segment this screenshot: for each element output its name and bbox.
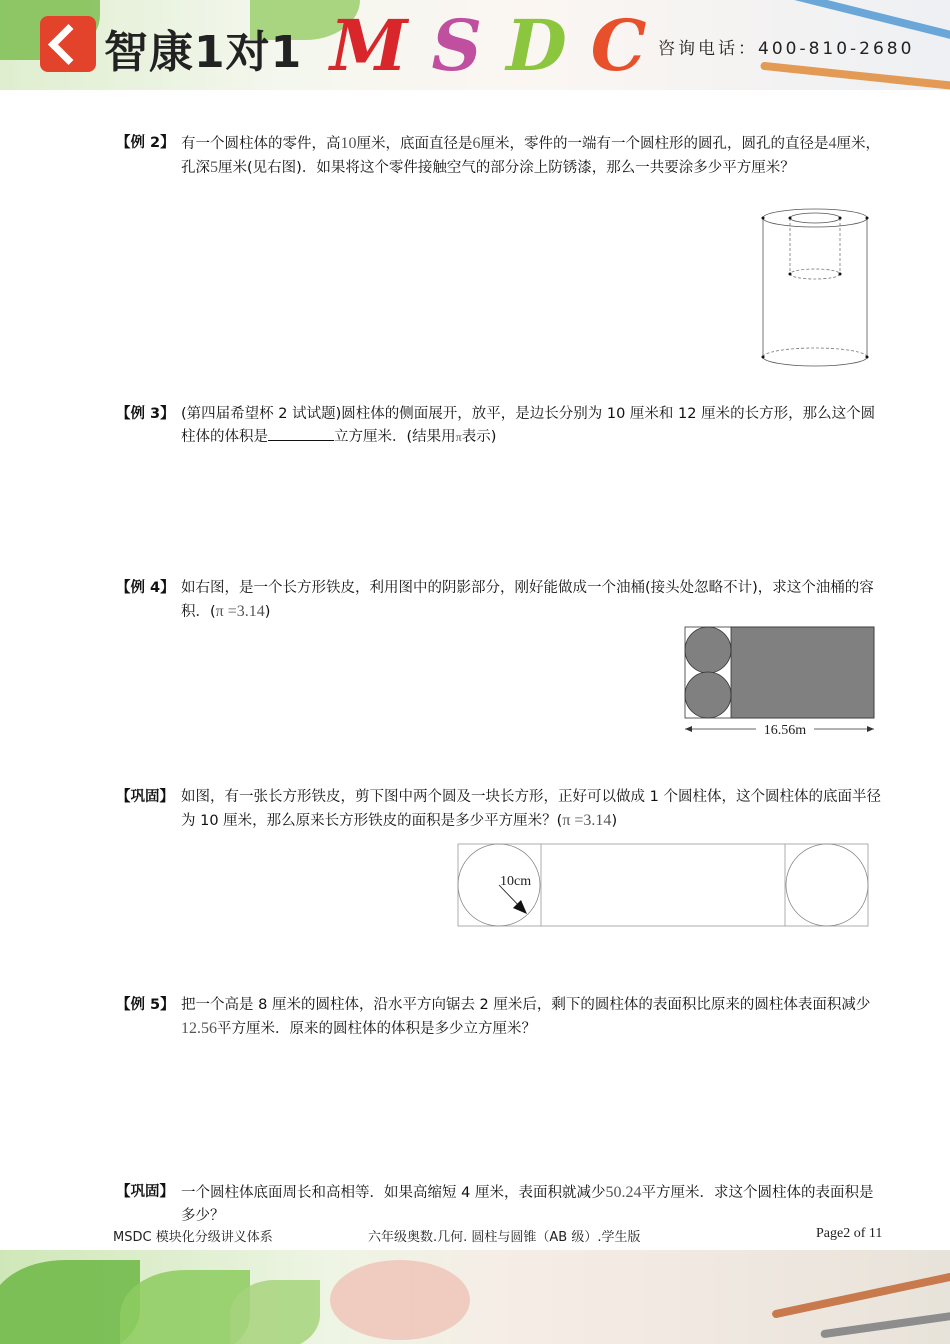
cylinder-with-hole-figure bbox=[755, 200, 880, 370]
question-text: 一个圆柱体底面周长和高相等．如果高缩短 4 厘米，表面积就减少50.24平方厘米．求这个圆柱体的表面积是多少？ bbox=[181, 1184, 874, 1224]
question-example-3 bbox=[116, 403, 883, 449]
question-tag: 【巩固】 bbox=[116, 789, 174, 805]
question-tag: 【巩固】 bbox=[116, 1184, 174, 1200]
question-text: 把一个高是 8 厘米的圆柱体，沿水平方向锯去 2 厘米后，剩下的圆柱体的表面积比原来的圆柱体表面积减少12.56平方厘米．原来的圆柱体的体积是多少立方厘米？ bbox=[181, 997, 871, 1037]
question-tag: 【例 4】 bbox=[116, 580, 175, 596]
page-footer-decoration bbox=[0, 1250, 950, 1344]
question-consolidation-1 bbox=[116, 786, 883, 833]
radius-label: 10cm bbox=[500, 874, 532, 889]
figure-dimension-label: 16.56m bbox=[763, 723, 807, 738]
question-tag: 【例 3】 bbox=[116, 406, 175, 422]
question-tag: 【例 5】 bbox=[116, 997, 175, 1013]
question-consolidation-2 bbox=[116, 1181, 883, 1228]
footer-course: 六年级奥数.几何. 圆柱与圆锥（AB 级）.学生版 bbox=[368, 1230, 641, 1245]
question-text: (第四届希望杯 2 试试题)圆柱体的侧面展开，放平，是边长分别为 10 厘米和 12 厘米的长方形，那么这个圆柱体的体积是 立方厘米．(结果用π表示) bbox=[181, 406, 876, 445]
page-header bbox=[0, 0, 950, 90]
question-text: 有一个圆柱体的零件，高10厘米，底面直径是6厘米，零件的一端有一个圆柱形的圆孔，圆孔的直径是4厘米，孔深5厘米(见右图)．如果将这个零件接触空气的部分涂上防锈漆，那么一共要涂多少平方厘米？ bbox=[181, 135, 880, 176]
question-example-2 bbox=[116, 132, 883, 180]
pencil-decoration bbox=[771, 1269, 950, 1318]
question-text: 如右图，是一个长方形铁皮，利用图中的阴影部分，刚好能做成一个油桶(接头处忽略不计)，求这个油桶的容积．(π =3.14) bbox=[181, 580, 874, 620]
brand-name: 智康1对1 bbox=[104, 27, 303, 78]
question-tag: 【例 2】 bbox=[116, 135, 175, 151]
pencil-decoration bbox=[760, 62, 950, 90]
answer-blank bbox=[268, 426, 334, 441]
brand-logo-icon bbox=[40, 16, 96, 72]
question-example-4 bbox=[116, 577, 883, 624]
butterfly-decoration bbox=[330, 1260, 470, 1340]
oil-drum-sheet-figure bbox=[680, 622, 880, 742]
phone-number: 咨询电话：400-810-2680 bbox=[658, 39, 915, 59]
rectangle-sheet-figure bbox=[455, 840, 875, 932]
page-number: Page2 of 11 bbox=[816, 1226, 883, 1241]
leaf-decoration bbox=[230, 1280, 320, 1344]
leaf-decoration bbox=[0, 1260, 140, 1344]
msdc-logo: MSDC bbox=[330, 4, 671, 87]
pencil-decoration bbox=[820, 1310, 950, 1339]
footer-series: MSDC 模块化分级讲义体系 bbox=[113, 1230, 273, 1245]
question-example-5 bbox=[116, 994, 883, 1041]
question-text: 如图，有一张长方形铁皮，剪下图中两个圆及一块长方形，正好可以做成 1 个圆柱体，这个圆柱体的底面半径为 10 厘米，那么原来长方形铁皮的面积是多少平方厘米？(π =3.14) bbox=[181, 789, 881, 829]
